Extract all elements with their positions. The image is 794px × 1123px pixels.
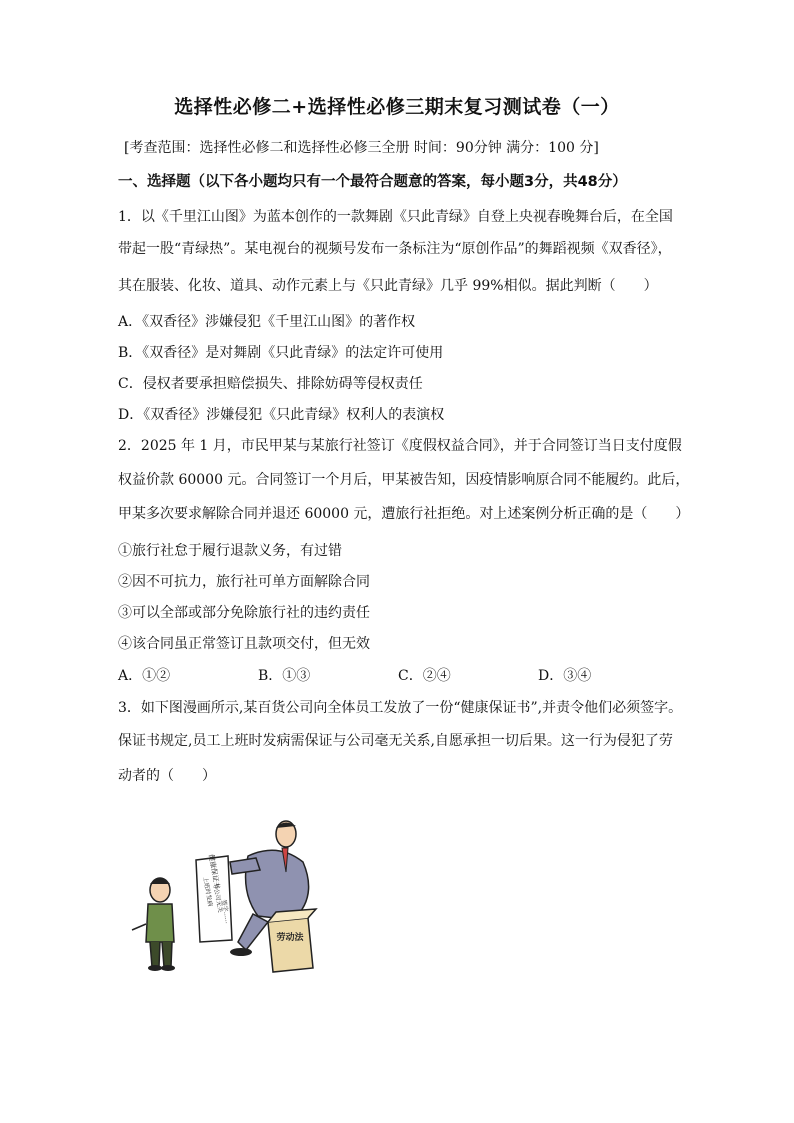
paper-line: 签字…… [219,899,232,925]
q1-option-c: C．侵权者要承担赔偿损失、排除妨碍等侵权责任 [118,376,423,392]
exam-scope: [考查范围：选择性必修二和选择性必修三全册 时间：90分钟 满分：100 分] [124,140,599,156]
q2-stem-line: 甲某多次要求解除合同并退还 60000 元，遭旅行社拒绝。对上述案例分析正确的是（ ） [118,506,690,522]
q1-option-b: B．《双香径》是对舞剧《只此青绿》的法定许可使用 [118,345,444,361]
q2-option-a: A．①② [118,668,171,684]
q2-statement-4: ④该合同虽正常签订且款项交付，但无效 [118,636,370,652]
q3-stem-line: 3．如下图漫画所示,某百货公司向全体员工发放了一份“健康保证书”,并责令他们必须签字。 [118,700,683,716]
q2-options-row [118,665,678,685]
q1-option-a: A．《双香径》涉嫌侵犯《千里江山图》的著作权 [118,314,416,330]
q3-stem-line: 保证书规定,员工上班时发病需保证与公司毫无关系,自愿承担一切后果。这一行为侵犯了劳 [118,733,673,749]
q1-option-d: D．《双香径》涉嫌侵犯《只此青绿》权利人的表演权 [118,407,445,423]
q2-stem-line: 权益价款 60000 元。合同签订一个月后，甲某被告知，因疫情影响原合同不能履约。此后， [118,472,690,488]
q2-statement-2: ②因不可抗力，旅行社可单方面解除合同 [118,574,370,590]
q2-statement-3: ③可以全部或部分免除旅行社的违约责任 [118,605,370,621]
paper-line: 上班时发病 [201,876,214,908]
guarantee-paper [196,854,232,942]
q1-stem-line: 其在服装、化妆、道具、动作元素上与《只此青绿》几乎 99%相似。据此判断（ ） [118,278,658,294]
box-label: 劳动法 [276,933,304,943]
paper-line: 与公司无关 [211,882,224,914]
labor-law-box [268,909,316,972]
section-heading: 一、选择题（以下各小题均只有一个最符合题意的答案，每小题3分，共48分） [118,174,627,190]
q1-stem-line: 带起一股“青绿热”。某电视台的视频号发布一条标注为“原创作品”的舞蹈视频《双香径》， [118,241,672,257]
q2-option-c: C．②④ [398,668,451,684]
paper-title: 健康保证书 [206,853,221,890]
worker-figure [132,878,175,971]
q2-stem-line: 2．2025 年 1 月，市民甲某与某旅行社签订《度假权益合同》，并于合同签订当日支付度假 [118,438,682,454]
q3-stem-line: 动者的（ ） [118,768,216,784]
labor-law-cartoon [118,812,338,977]
q1-stem-line: 1．以《千里江山图》为蓝本创作的一款舞剧《只此青绿》自登上央视春晚舞台后，在全国 [118,209,673,225]
page-title: 选择性必修二+选择性必修三期末复习测试卷（一） [174,96,620,118]
q2-option-d: D．③④ [538,668,592,684]
q2-statement-1: ①旅行社怠于履行退款义务，有过错 [118,543,342,559]
q2-option-b: B．①③ [258,668,311,684]
